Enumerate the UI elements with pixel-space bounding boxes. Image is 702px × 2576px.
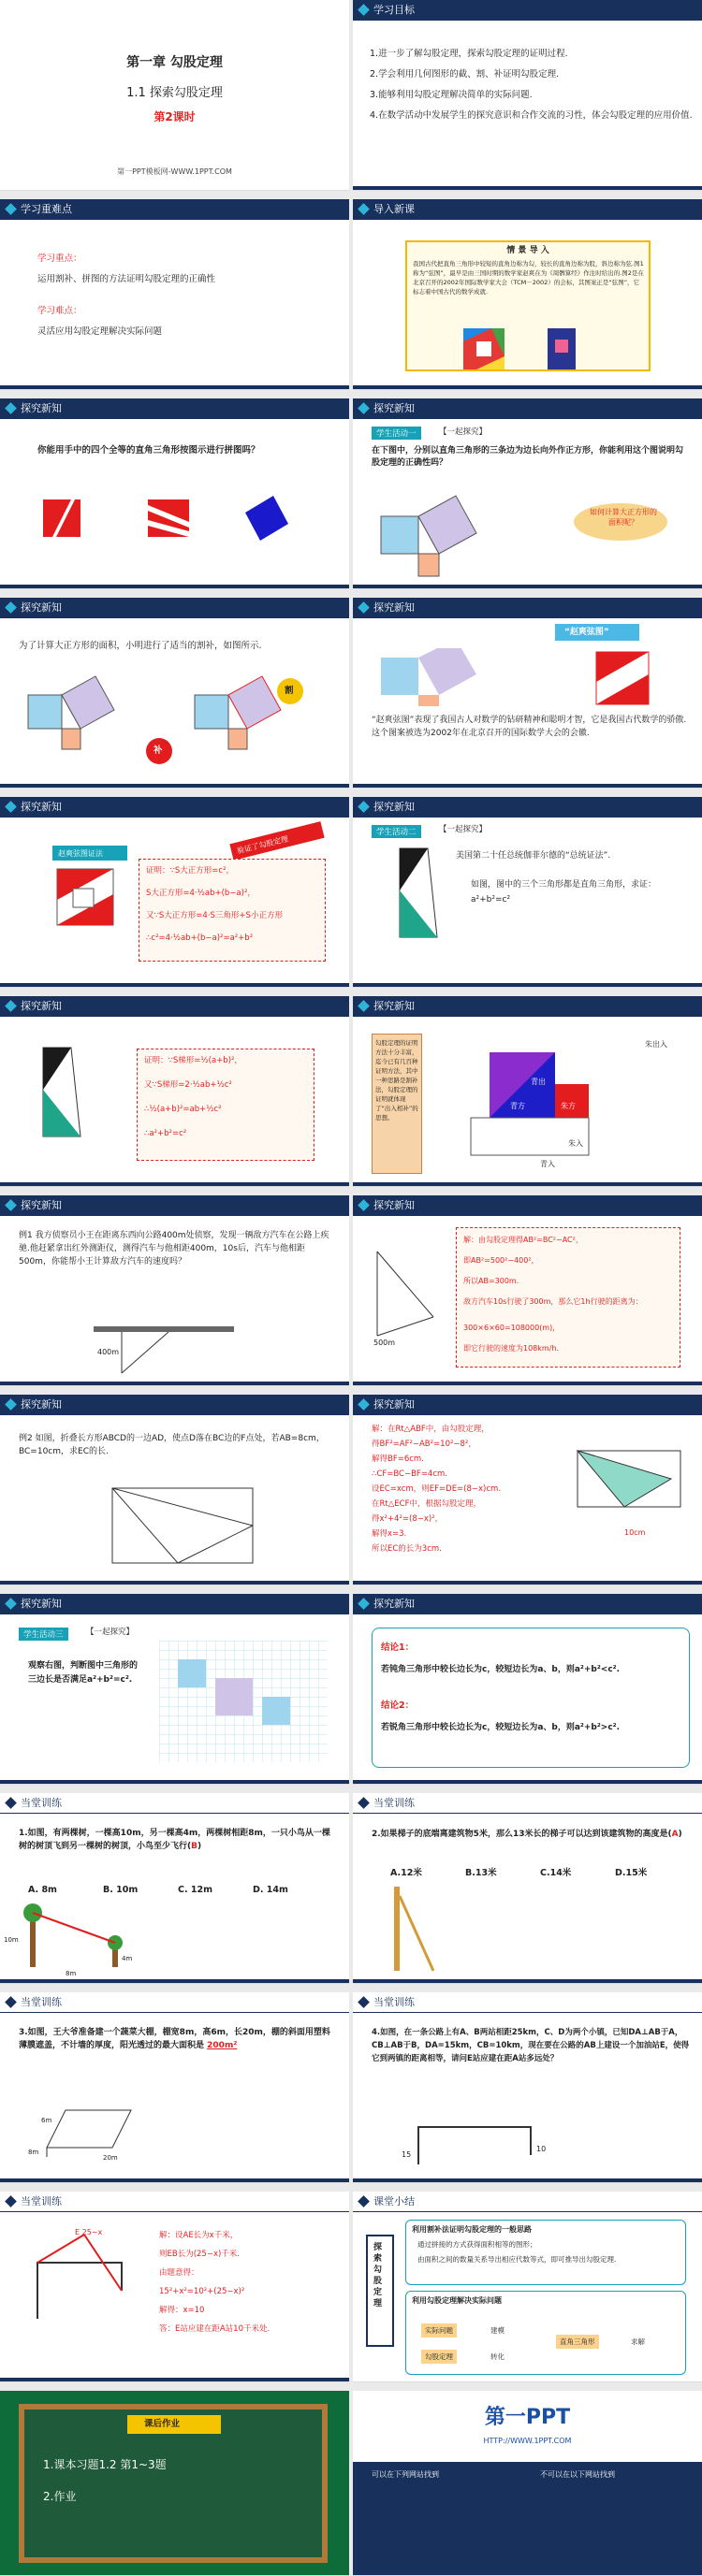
- slide-16: [353, 1395, 702, 1585]
- slide-header: 当堂训练: [0, 1992, 349, 2013]
- slide-header: 探究新知: [353, 1195, 702, 1216]
- intro-box: [405, 240, 651, 371]
- node-convert: 转化: [490, 2352, 505, 2361]
- goal-1: 1.进一步了解勾股定理，探索勾股定理的证明过程.: [370, 49, 568, 59]
- box-text: 我国古代把直角三角形中较短的直角边称为勾，较长的直角边称为股，斜边称为弦.图1称为“弦图”，最早是由三国时期的数学家赵爽在为《周髀算经》作注时给出的.图2是在北京召开的2002年国际数学家大会（TCM－2002）的会标，其图案正是“弦图”，它标志着中国古代的数学成就.: [413, 260, 644, 296]
- slide-26: [353, 2391, 702, 2576]
- goal-4: 4.在数学活动中发展学生的探究意识和合作交流的习性，体会勾股定理的应用价值.: [370, 110, 693, 121]
- option-c[interactable]: C.14米: [540, 1868, 572, 1878]
- links-panel: 可以在下列网站找到 不可以在以下网站找到: [353, 2462, 702, 2576]
- proof-line-1: 证明：∵S大正方形=c²，: [146, 866, 235, 876]
- label-15: 15: [402, 2150, 412, 2159]
- summary-box-2: 利用勾股定理解决实际问题 实际问题 勾股定理 建模 转化 直角三角形 求解: [405, 2291, 686, 2375]
- slide-header: 课堂小结: [353, 2192, 702, 2212]
- height-10m: 10m: [4, 1936, 19, 1944]
- slide-header: 探究新知: [0, 398, 349, 419]
- proof-figure: [52, 864, 118, 930]
- label-qingfang: 青方: [510, 1102, 525, 1110]
- trapezoid-figure: [34, 1043, 90, 1146]
- key-label: 学习重点：: [37, 253, 82, 264]
- banner: “赵爽弦图”: [555, 624, 639, 641]
- slide-12: [353, 996, 702, 1187]
- activity-tag: 学生活动一: [372, 427, 421, 440]
- example-text: 例1 我方侦察员小王在距离东西向公路400m处侦察，发现一辆敌方汽车在公路上疾驰.他赶紧拿出红外测距仪，测得汽车与他相距400m，10s后，汽车与他相距500m，你能帮小王计算敌方汽车的速度吗？: [19, 1231, 329, 1266]
- width-8m: 8m: [28, 2149, 39, 2156]
- slide-20: [353, 1793, 702, 1984]
- distance-1: 400m: [97, 1348, 120, 1356]
- question-text: 3.如图，王大爷准备建一个蔬菜大棚，棚宽8m，高6m，长20m，棚的斜面用塑料薄膜遮盖，不计墙的厚度，阳光透过的最大面积是 200m²: [19, 2028, 330, 2050]
- slide-25: [0, 2391, 349, 2576]
- node-real-problem: 实际问题: [421, 2323, 457, 2337]
- slide-10: [353, 797, 702, 988]
- solution-6: 在Rt△ECF中，根据勾股定理，: [372, 1499, 481, 1509]
- slide-header: 学习重难点: [0, 199, 349, 220]
- brand-url[interactable]: HTTP://WWW.1PPT.COM: [483, 2437, 572, 2445]
- slide-8: [353, 598, 702, 789]
- puzzle-figures: [37, 488, 318, 554]
- label-zhuru: 朱入: [568, 1139, 583, 1148]
- slide-7: [0, 598, 349, 789]
- slide-header: 探究新知: [353, 797, 702, 818]
- section-title: 1.1 探索勾股定理: [126, 86, 223, 100]
- slide-22: [353, 1992, 702, 2183]
- footer-text: 第一PPT模板网-WWW.1PPT.COM: [117, 167, 232, 176]
- solution-6: 即它行驶的速度为108km/h.: [463, 1344, 560, 1353]
- solution-2: 则EB长为(25−x)千米.: [159, 2250, 241, 2259]
- cut-badge: 割: [277, 678, 303, 704]
- solution-6: 答：E站应建在距A站10千米处.: [159, 2324, 271, 2334]
- activity-subtag: 【一起探究】: [439, 825, 488, 834]
- slide-14: [353, 1195, 702, 1386]
- height-6m: 6m: [41, 2117, 52, 2124]
- verify-label: 验证了勾股定理: [229, 821, 324, 861]
- conclusion-box: [372, 1628, 690, 1768]
- difficulty-text: 灵活应用勾股定理解决实际问题: [37, 326, 163, 337]
- solution-3: 所以AB=300m.: [463, 1277, 519, 1285]
- desc-text: “赵爽弦图”表现了我国古人对数学的钻研精神和聪明才智，它是我国古代数学的骄傲.这个图案被选为2002年在北京召开的国际数学大会的会徽.: [372, 716, 687, 738]
- slide-13: [0, 1195, 349, 1386]
- proof-line-1: 证明：∵S梯形=½(a+b)²，: [144, 1056, 242, 1065]
- chalkboard: [19, 2404, 328, 2563]
- distance-2: 500m: [373, 1339, 396, 1347]
- trapezoid-figure: [390, 844, 446, 947]
- squares-figure: [372, 488, 559, 584]
- tcm-logo-image: [548, 328, 576, 369]
- option-a[interactable]: A.12米: [390, 1868, 422, 1878]
- proof-line-2: 又∵S梯形=2·½ab+½c²: [144, 1080, 232, 1090]
- slide-6: [353, 398, 702, 589]
- segment-label: E 25−x: [75, 2228, 103, 2236]
- question-text: 观察右图，判断图中三角形的三边长是否满足a²+b²=c².: [28, 1661, 139, 1685]
- homework-banner: 课后作业: [127, 2415, 221, 2434]
- slide-header: 探究新知: [0, 797, 349, 818]
- slide-9: [0, 797, 349, 988]
- slide-header: 探究新知: [0, 996, 349, 1017]
- question-text: 4.如图，在一条公路上有A、B两站相距25km，C、D为两个小镇，已知DA⊥AB于A，CB⊥AB于B，DA=15km，CB=10km，现在要在公路的AB上建设一个加油站E，使得它到两镇的距离相等，请问E站应建在距A站多远处？: [372, 2028, 690, 2063]
- slide-4: [353, 199, 702, 390]
- difficulty-label: 学习难点：: [37, 306, 82, 316]
- desc-text: 为了计算大正方形的面积，小明进行了适当的割补，如图所示.: [19, 641, 262, 651]
- question-text: 在下图中，分别以直角三角形的三条边为边长向外作正方形，你能利用这个图说明勾股定理的正确性吗？: [372, 446, 684, 468]
- question-text: 你能用手中的四个全等的直角三角形按图示进行拼图吗？: [37, 445, 260, 456]
- slide-23: [0, 2192, 349, 2382]
- activity-subtag: 【一起探究】: [86, 1628, 135, 1637]
- example-figure: [368, 1233, 443, 1345]
- question-text: 2.如果梯子的底端离建筑物5米，那么13米长的梯子可以达到该建筑物的高度是(A): [372, 1830, 682, 1839]
- note-scroll: 勾股定理的证明方法十分丰富，迄今已有几百种证明方法，其中一种思路是割补法，勾股定理的证明就体现了“出入相补”的思想。: [372, 1034, 422, 1174]
- slide-header: 当堂训练: [0, 2192, 349, 2212]
- node-model: 建模: [490, 2326, 505, 2335]
- conclusion-1-label: 结论1：: [381, 1643, 415, 1653]
- proof-line-3: 又∵S大正方形=4·S三角形+S小正方形: [146, 911, 283, 920]
- slide-11: [0, 996, 349, 1187]
- solution-5: 解得：x=10: [159, 2306, 205, 2315]
- slide-19: [0, 1793, 349, 1984]
- ladder-figure: [390, 1887, 446, 1976]
- option-a[interactable]: A. 8m: [28, 1885, 57, 1895]
- option-d[interactable]: D.15米: [615, 1868, 648, 1878]
- proof-line-4: ∴a²+b²=c²: [144, 1129, 187, 1138]
- slide-header: 探究新知: [0, 1195, 349, 1216]
- chu-ru-figure: [433, 1034, 686, 1174]
- label-qingru: 青入: [540, 1160, 555, 1168]
- slide-header: 当堂训练: [353, 1992, 702, 2013]
- label-10: 10: [536, 2145, 547, 2153]
- slide-header: 当堂训练: [353, 1793, 702, 1814]
- greenhouse-figure: [37, 2091, 140, 2166]
- solution-5: 300×6×60=108000(m)，: [463, 1324, 561, 1332]
- label-zhuchuru: 朱出入: [645, 1040, 667, 1049]
- activity-subtag: 【一起探究】: [439, 427, 488, 437]
- slide-header: 学习目标: [353, 0, 702, 21]
- slide-header: 探究新知: [0, 598, 349, 618]
- solution-3: 由题意得：: [159, 2268, 199, 2278]
- node-right-triangle: 直角三角形: [556, 2335, 599, 2349]
- president-text: 美国第二十任总统伽菲尔德的“总统证法”.: [456, 851, 611, 861]
- slide-1: [0, 0, 349, 191]
- summary-box-1: 利用割补法证明勾股定理的一般思路 通过拼接的方式获得面积相等的图形； 由面积之间的数量关系导出相应代数等式，即可推导出勾股定理.: [405, 2220, 686, 2285]
- slide-header: 探究新知: [353, 398, 702, 419]
- activity-tag: 学生活动二: [372, 825, 421, 838]
- solution-9: 所以EC的长为3cm.: [372, 1544, 442, 1554]
- slide-header: 探究新知: [353, 1395, 702, 1415]
- lesson-label: 第2课时: [154, 110, 196, 123]
- solution-2: 得BF²=AF²−AB²=10²−8²，: [372, 1440, 476, 1449]
- grid-figure: [159, 1641, 328, 1762]
- slide-24: [353, 2192, 702, 2382]
- slide-15: [0, 1395, 349, 1585]
- chapter-title: 第一章 勾股定理: [126, 55, 223, 70]
- label-qingchu: 青出: [531, 1078, 546, 1086]
- slide-header: 探究新知: [353, 1594, 702, 1614]
- proof-line-4: ∴c²=4·½ab+(b−a)²=a²+b²: [146, 933, 254, 943]
- option-d[interactable]: D. 14m: [253, 1885, 288, 1895]
- distance-8m: 8m: [66, 1970, 77, 1977]
- question-text: 如图，图中的三个三角形都是直角三角形，求证：a²+b²=c²: [471, 880, 657, 904]
- solution-4: 敌方汽车10s行驶了300m，那么它1h行驶的距离为：: [463, 1297, 643, 1306]
- slide-3: [0, 199, 349, 390]
- xian-tu-image: [463, 328, 505, 369]
- option-b[interactable]: B. 10m: [103, 1885, 139, 1895]
- slide-header: 导入新课: [353, 199, 702, 220]
- solution-8: 解得x=3.: [372, 1529, 407, 1539]
- road-figure: [400, 2118, 549, 2174]
- solution-7: 得x²+4²=(8−x)²，: [372, 1514, 444, 1524]
- length-label: 10cm: [624, 1528, 646, 1537]
- solution-1: 解：设AE长为x千米，: [159, 2231, 239, 2240]
- question-text: 1.如图，有两棵树，一棵高10m，另一棵高4m，两棵树相距8m，一只小鸟从一棵树的树顶飞到另一棵树的树顶，小鸟至少飞行(B): [19, 1829, 330, 1851]
- proof-line-2: S大正方形=4·½ab+(b−a)²，: [146, 889, 256, 898]
- conclusion-2-text: 若锐角三角形中较长边长为c，较短边长为a、b，则a²+b²>c².: [381, 1723, 621, 1732]
- bubble-text: 如何计算大正方形的面积呢？: [590, 508, 657, 527]
- xian-tu-figures: [372, 648, 671, 708]
- slide-header: 当堂训练: [0, 1793, 349, 1814]
- example-text: 例2 如图，折叠长方形ABCD的一边AD，使点D落在BC边的F点处，若AB=8cm，BC=10cm，求EC的长.: [19, 1434, 325, 1456]
- homework-2: 2.作业: [43, 2490, 77, 2503]
- label-zhufang: 朱方: [561, 1102, 576, 1110]
- box-title: 情 景 导 入: [506, 246, 549, 255]
- height-4m: 4m: [122, 1955, 133, 1962]
- solution-1: 解：在Rt△ABF中，由勾股定理，: [372, 1425, 490, 1434]
- conclusion-1-text: 若钝角三角形中较长边长为c，较短边长为a、b，则a²+b²<c².: [381, 1665, 621, 1674]
- goal-3: 3.能够利用勾股定理解决简单的实际问题.: [370, 90, 533, 100]
- conclusion-2-label: 结论2：: [381, 1700, 415, 1711]
- solution-4: 15²+x²=10²+(25−x)²: [159, 2287, 245, 2296]
- slide-header: 探究新知: [353, 996, 702, 1017]
- goal-2: 2.学会利用几何图形的截、割、补证明勾股定理.: [370, 69, 560, 80]
- solution-4: ∴CF=BC−BF=4cm.: [372, 1469, 447, 1479]
- slide-21: [0, 1992, 349, 2183]
- slide-5: [0, 398, 349, 589]
- node-theorem: 勾股定理: [421, 2350, 457, 2364]
- option-b[interactable]: B.13米: [465, 1868, 497, 1878]
- solution-2: 即AB²=500²−400²，: [463, 1256, 539, 1265]
- solution-5: 设EC=xcm，则EF=DE=(8−x)cm.: [372, 1484, 502, 1494]
- cut-fill-figures: [19, 663, 328, 766]
- solution-1: 解：由勾股定理得AB²=BC²−AC²，: [463, 1236, 583, 1244]
- homework-1: 1.课本习题1.2 第1~3题: [43, 2458, 167, 2471]
- slide-17: [0, 1594, 349, 1785]
- activity-tag: 学生活动三: [19, 1628, 68, 1641]
- slide-header: 探究新知: [353, 598, 702, 618]
- proof-line-3: ∴½(a+b)²=ab+½c²: [144, 1105, 222, 1114]
- rect-figure: [568, 1441, 690, 1526]
- summary-side: 探索勾股定理: [366, 2235, 394, 2347]
- rect-figure: [103, 1479, 271, 1572]
- option-c[interactable]: C. 12m: [178, 1885, 213, 1895]
- fill-badge: 补: [146, 738, 172, 764]
- node-solve: 求解: [631, 2337, 645, 2346]
- solution-3: 解得BF=6cm.: [372, 1454, 424, 1464]
- slide-header: 探究新知: [0, 1395, 349, 1415]
- brand-logo: 第一PPT: [484, 2406, 571, 2429]
- road-figure: [19, 2225, 150, 2337]
- method-banner: 赵爽弦图证法: [52, 846, 127, 861]
- slide-18: [353, 1594, 702, 1785]
- slide-2: [353, 0, 702, 191]
- key-text: 运用割补、拼图的方法证明勾股定理的正确性: [37, 274, 216, 284]
- slide-header: 探究新知: [0, 1594, 349, 1614]
- length-20m: 20m: [103, 2154, 118, 2162]
